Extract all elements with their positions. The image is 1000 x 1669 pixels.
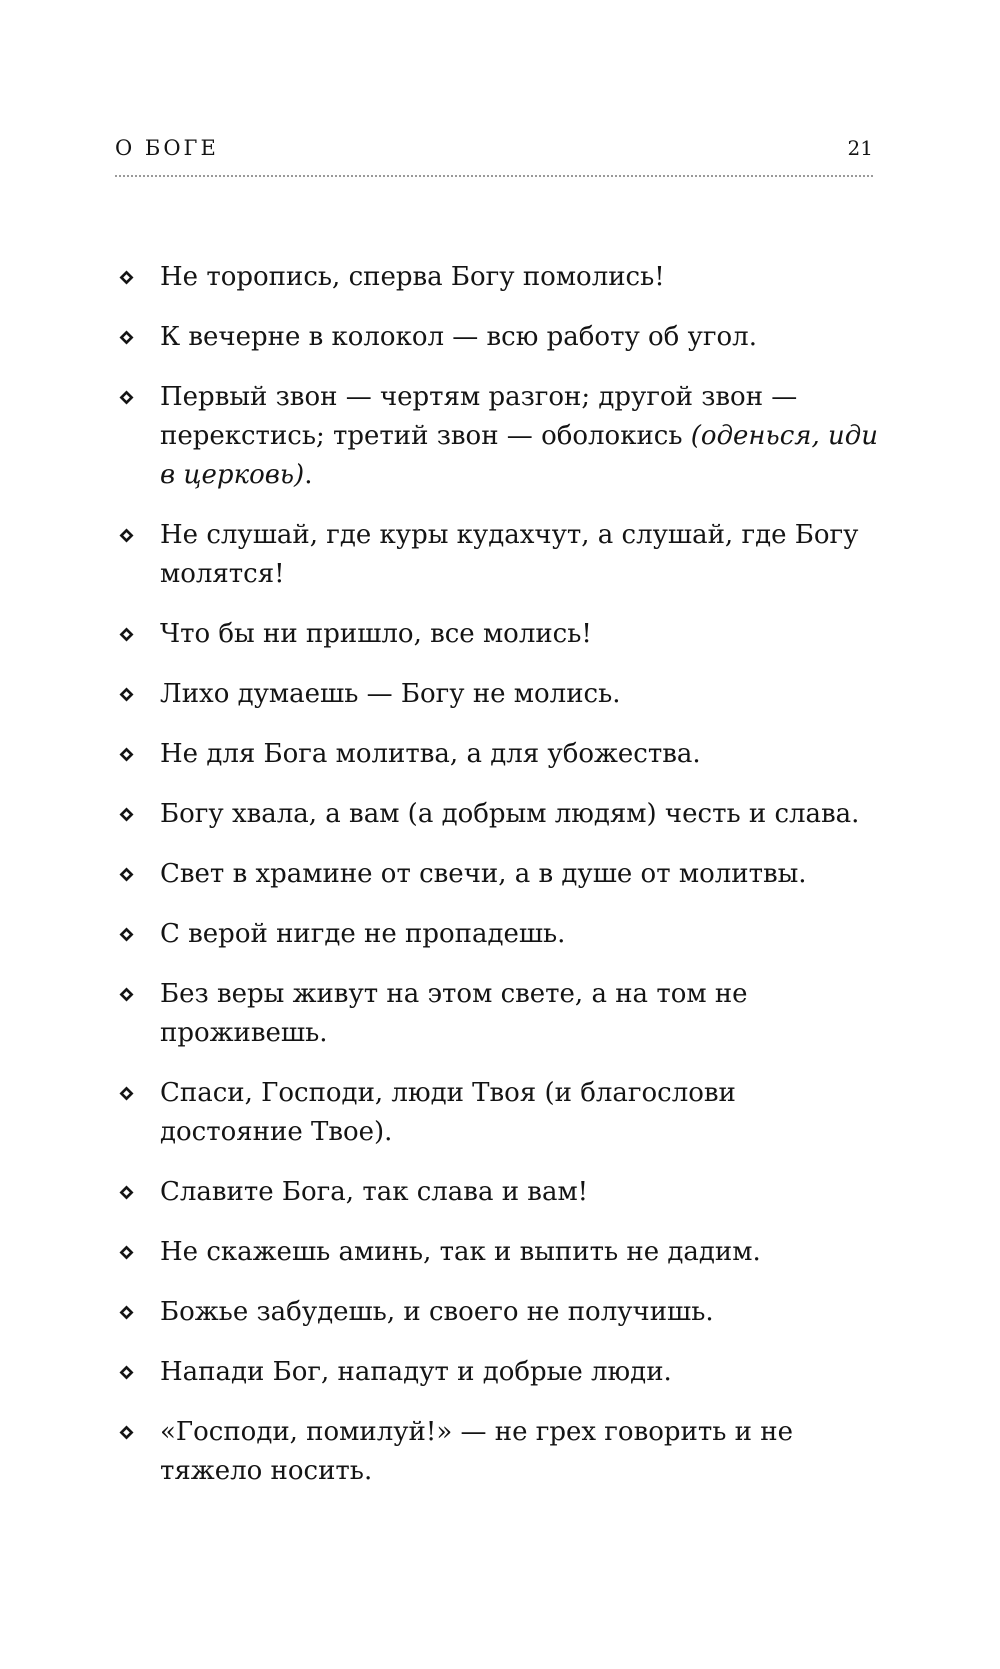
proverb-gloss: (оденься, иди в церковь) bbox=[160, 421, 878, 490]
proverb-item bbox=[115, 615, 885, 654]
proverb-text: Не скажешь аминь, так и выпить не дадим. bbox=[160, 1237, 761, 1267]
proverb-text: Спаси, Господи, люди Твоя (и благослови достояние Твое). bbox=[160, 1078, 736, 1147]
diamond-bullet-icon bbox=[119, 1086, 134, 1101]
proverb-text: Первый звон — чертям разгон; другой звон — перекстись; третий звон — оболокись bbox=[160, 382, 798, 451]
proverb-text: «Господи, помилуй!» — не грех говорить и не тяжело носить. bbox=[160, 1417, 793, 1486]
proverb-list bbox=[115, 258, 885, 1512]
proverb-item bbox=[115, 1353, 885, 1392]
diamond-bullet-icon bbox=[119, 747, 134, 762]
proverb-item bbox=[115, 1233, 885, 1272]
proverb-text: Богу хвала, а вам (а добрым людям) честь и слава. bbox=[160, 799, 860, 829]
proverb-text: Не торопись, сперва Богу помолись! bbox=[160, 262, 665, 292]
proverb-text: К вечерне в колокол — всю работу об угол. bbox=[160, 322, 757, 352]
proverb-item bbox=[115, 735, 885, 774]
proverb-text: Не слушай, где куры кудахчут, а слушай, где Богу молятся! bbox=[160, 520, 859, 589]
section-title: О БОГЕ bbox=[115, 136, 219, 160]
diamond-bullet-icon bbox=[119, 1245, 134, 1260]
diamond-bullet-icon bbox=[119, 1365, 134, 1380]
diamond-bullet-icon bbox=[119, 390, 134, 405]
proverb-item bbox=[115, 258, 885, 297]
diamond-bullet-icon bbox=[119, 627, 134, 642]
diamond-bullet-icon bbox=[119, 687, 134, 702]
proverb-text: Не для Бога молитва, а для убожества. bbox=[160, 739, 701, 769]
proverb-text: Без веры живут на этом свете, а на том не проживешь. bbox=[160, 979, 748, 1048]
diamond-bullet-icon bbox=[119, 1305, 134, 1320]
proverb-item bbox=[115, 975, 885, 1053]
proverb-item bbox=[115, 516, 885, 594]
diamond-bullet-icon bbox=[119, 528, 134, 543]
header-rule bbox=[115, 175, 873, 177]
proverb-item bbox=[115, 1173, 885, 1212]
proverb-text: Свет в храмине от свечи, а в душе от молитвы. bbox=[160, 859, 807, 889]
diamond-bullet-icon bbox=[119, 1425, 134, 1440]
diamond-bullet-icon bbox=[119, 1185, 134, 1200]
proverb-item bbox=[115, 675, 885, 714]
diamond-bullet-icon bbox=[119, 807, 134, 822]
diamond-bullet-icon bbox=[119, 270, 134, 285]
proverb-text: Славите Бога, так слава и вам! bbox=[160, 1177, 589, 1207]
proverb-item bbox=[115, 795, 885, 834]
proverb-text: Лихо думаешь — Богу не молись. bbox=[160, 679, 621, 709]
diamond-bullet-icon bbox=[119, 927, 134, 942]
proverb-text: Что бы ни пришло, все молись! bbox=[160, 619, 592, 649]
running-head bbox=[115, 136, 873, 166]
proverb-item bbox=[115, 1074, 885, 1152]
diamond-bullet-icon bbox=[119, 867, 134, 882]
page-number: 21 bbox=[847, 136, 873, 160]
proverb-text: Напади Бог, нападут и добрые люди. bbox=[160, 1357, 672, 1387]
diamond-bullet-icon bbox=[119, 987, 134, 1002]
diamond-bullet-icon bbox=[119, 330, 134, 345]
proverb-item bbox=[115, 378, 885, 495]
proverb-item bbox=[115, 915, 885, 954]
proverb-item bbox=[115, 855, 885, 894]
proverb-tail: . bbox=[304, 460, 313, 490]
proverb-item bbox=[115, 1413, 885, 1491]
proverb-text: С верой нигде не пропадешь. bbox=[160, 919, 566, 949]
proverb-item bbox=[115, 318, 885, 357]
proverb-item bbox=[115, 1293, 885, 1332]
proverb-text: Божье забудешь, и своего не получишь. bbox=[160, 1297, 714, 1327]
